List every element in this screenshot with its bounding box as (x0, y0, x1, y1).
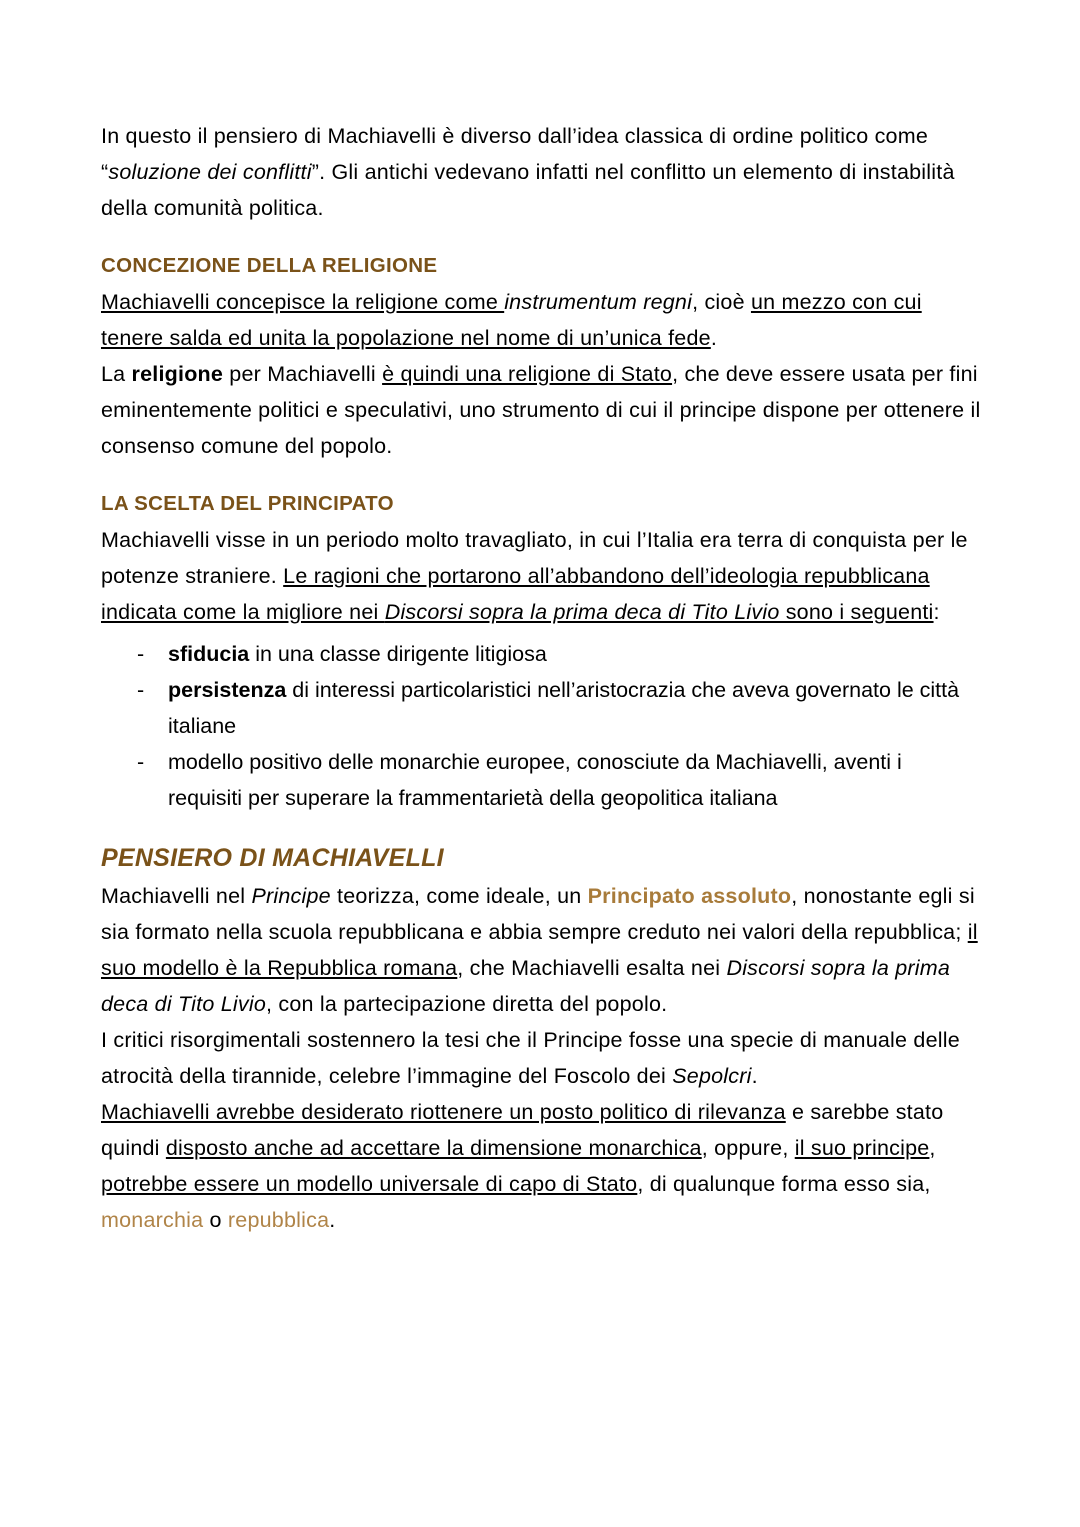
religione-p2-plain-1: La (101, 362, 132, 386)
principato-underlined-italic-title: Discorsi sopra la prima deca di Tito Livio (384, 600, 780, 624)
list-item-text: di interessi particolaristici nell’aristocrazia che aveva governato le città italiane (168, 678, 960, 738)
religione-p1-plain-2: . (710, 326, 718, 350)
list-item (101, 636, 981, 672)
pensiero-p3-underlined-1: Machiavelli avrebbe desiderato riottenere un posto politico di rilevanza (101, 1100, 786, 1124)
principato-plain-1: Machiavelli visse in un periodo molto travagliato, in cui l’Italia era terra di conquista per le potenze straniere. (101, 528, 968, 588)
heading-pensiero-di-machiavelli: PENSIERO DI MACHIAVELLI (101, 844, 444, 872)
list-item-text: modello positivo delle monarchie europee, conosciute da Machiavelli, aventi i requisiti per superare la frammentarietà della geopolitica italiana (168, 750, 902, 810)
pensiero-p3-underlined-3: il suo principe (794, 1136, 930, 1160)
pensiero-p3-plain-5: o (203, 1208, 228, 1232)
pensiero-p1-plain-1: Machiavelli nel (101, 884, 252, 908)
dash-marker-icon: - (137, 642, 145, 666)
religione-p1-plain-1: , cioè (692, 290, 751, 314)
principato-underlined-1: Le ragioni che portarono all’abbandono dell’ideologia repubblicana indicata come la migliore nei (101, 564, 930, 624)
pensiero-p2-italic-sepolcri: Sepolcri (672, 1064, 752, 1088)
pensiero-p1-italic-discorsi: Discorsi sopra la prima deca di Tito Livio (101, 956, 951, 1016)
pensiero-p3-accent-repubblica: repubblica (227, 1208, 330, 1232)
pensiero-p3-underlined-4: potrebbe essere un modello universale di capo di Stato (101, 1172, 638, 1196)
pensiero-p3-plain-1: e sarebbe stato quindi (101, 1100, 944, 1160)
intro-text-part1: In questo il pensiero di Machiavelli è diverso dall’idea classica di ordine politico come “ (101, 124, 929, 184)
religione-p2-plain-2: per Machiavelli (223, 362, 383, 386)
pensiero-p2-plain-2: . (751, 1064, 758, 1088)
intro-italic-quote: soluzione dei conflitti (108, 160, 312, 184)
principato-reasons-list (101, 636, 981, 816)
pensiero-p1-italic-principe: Principe (251, 884, 331, 908)
religione-p2-plain-3: , che deve essere usata per fini eminentemente politici e speculativi, uno strumento di cui il principe dispone per ottenere il consenso comune del popolo. (101, 362, 981, 458)
pensiero-p1-plain-3: , nonostante egli si sia formato nella scuola repubblicana e abbia sempre creduto nei valori della repubblica; (101, 884, 975, 944)
principato-underlined-2: sono i seguenti (779, 600, 934, 624)
pensiero-p3-plain-3: , (929, 1136, 936, 1160)
pensiero-p3-plain-6: . (329, 1208, 336, 1232)
religione-paragraph-2 (101, 356, 981, 464)
pensiero-p1-underlined-1: il suo modello è la Repubblica romana (101, 920, 978, 980)
pensiero-p3-plain-2: , oppure, (701, 1136, 795, 1160)
list-item-lead-bold: sfiducia (168, 642, 250, 666)
heading-concezione-della-religione: CONCEZIONE DELLA RELIGIONE (101, 254, 438, 277)
religione-paragraph-1 (101, 284, 981, 356)
pensiero-p3-accent-monarchia: monarchia (101, 1208, 204, 1232)
list-item (101, 744, 981, 816)
pensiero-p1-plain-2: teorizza, come ideale, un (330, 884, 588, 908)
pensiero-p2-plain-1: I critici risorgimentali sostennero la tesi che il Principe fosse una specie di manuale delle atrocità della tirannide, celebre l’immagine del Foscolo dei (101, 1028, 960, 1088)
principato-paragraph (101, 522, 981, 630)
pensiero-p1-plain-5: , con la partecipazione diretta del popolo. (266, 992, 668, 1016)
heading-la-scelta-del-principato: LA SCELTA DEL PRINCIPATO (101, 492, 394, 515)
dash-marker-icon: - (137, 678, 145, 702)
religione-p2-underlined-1: è quindi una religione di Stato (382, 362, 673, 386)
dash-marker-icon: - (137, 750, 145, 774)
pensiero-p3-plain-4: , di qualunque forma esso sia, (637, 1172, 931, 1196)
pensiero-paragraph-3 (101, 1094, 981, 1238)
document-body (101, 118, 981, 1238)
pensiero-paragraph-2 (101, 1022, 981, 1094)
pensiero-p3-underlined-2: disposto anche ad accettare la dimensione monarchica (165, 1136, 702, 1160)
principato-plain-2: : (933, 600, 940, 624)
religione-p1-italic-latin: instrumentum regni (504, 290, 693, 314)
pensiero-p1-plain-4: , che Machiavelli esalta nei (457, 956, 727, 980)
intro-text-part2: ”. Gli antichi vedevano infatti nel conflitto un elemento di instabilità della comunità politica. (101, 160, 955, 220)
pensiero-paragraph-1 (101, 878, 981, 1022)
list-item (101, 672, 981, 744)
pensiero-p1-accent-principato-assoluto: Principato assoluto (587, 884, 792, 908)
religione-p1-underlined-2: un mezzo con cui tenere salda ed unita la popolazione nel nome di un’unica fede (101, 290, 922, 350)
list-item-text: in una classe dirigente litigiosa (249, 642, 547, 666)
religione-p1-underlined-1: Machiavelli concepisce la religione come (101, 290, 505, 314)
list-item-lead-bold: persistenza (168, 678, 287, 702)
religione-p2-bold-religione: religione (131, 362, 224, 386)
intro-paragraph (101, 118, 981, 226)
